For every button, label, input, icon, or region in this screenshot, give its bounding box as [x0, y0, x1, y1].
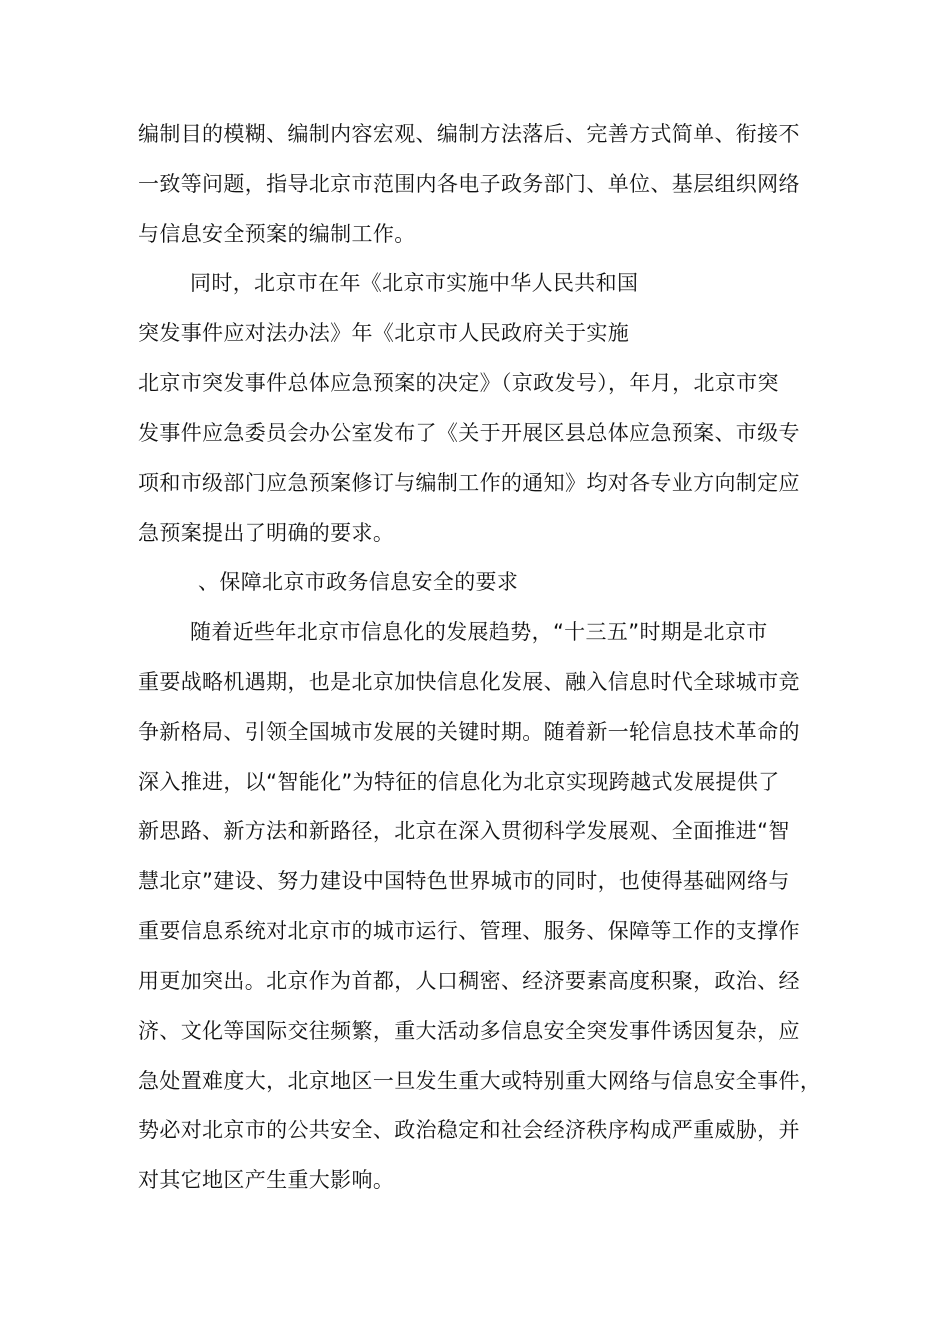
- paragraph-3-line-11: 势必对北京市的公共安全、政治稳定和社会经济秩序构成严重威胁，并: [138, 1118, 800, 1142]
- paragraph-3-line-5: 新思路、新方法和新路径，北京在深入贯彻科学发展观、全面推进“智: [138, 819, 790, 843]
- paragraph-3-line-7: 重要信息系统对北京市的城市运行、管理、服务、保障等工作的支撑作: [138, 919, 800, 943]
- paragraph-3-line-3: 争新格局、引领全国城市发展的关键时期。随着新一轮信息技术革命的: [138, 720, 800, 744]
- paragraph-3-line-6: 慧北京”建设、努力建设中国特色世界城市的同时，也使得基础网络与: [138, 869, 790, 893]
- paragraph-2-line-3: 北京市突发事件总体应急预案的决定》（京政发号），年月，北京市突: [138, 371, 779, 395]
- section-heading: 、保障北京市政务信息安全的要求: [198, 570, 519, 594]
- paragraph-3-line-8: 用更加突出。北京作为首都，人口稠密、经济要素高度积聚，政治、经: [138, 969, 800, 993]
- paragraph-2-line-5: 项和市级部门应急预案修订与编制工作的通知》均对各专业方向制定应: [138, 471, 800, 495]
- paragraph-2-line-4: 发事件应急委员会办公室发布了《关于开展区县总体应急预案、市级专: [138, 421, 800, 445]
- paragraph-3-line-1: 随着近些年北京市信息化的发展趋势，“十三五”时期是北京市: [190, 620, 768, 644]
- paragraph-2-line-6: 急预案提出了明确的要求。: [138, 521, 395, 545]
- paragraph-3-line-2: 重要战略机遇期，也是北京加快信息化发展、融入信息时代全球城市竞: [138, 670, 800, 694]
- paragraph-3-line-4: 深入推进，以“智能化”为特征的信息化为北京实现跨越式发展提供了: [138, 770, 780, 794]
- paragraph-3-line-12: 对其它地区产生重大影响。: [138, 1168, 395, 1192]
- paragraph-2-line-2: 突发事件应对法办法》年《北京市人民政府关于实施: [138, 321, 630, 345]
- paragraph-3-line-9: 济、文化等国际交往频繁，重大活动多信息安全突发事件诱因复杂，应: [138, 1019, 800, 1043]
- paragraph-1-line-2: 一致等问题，指导北京市范围内各电子政务部门、单位、基层组织网络: [138, 172, 800, 196]
- paragraph-1-line-3: 与信息安全预案的编制工作。: [138, 222, 416, 246]
- paragraph-2-line-1: 同时，北京市在年《北京市实施中华人民共和国: [190, 271, 639, 295]
- paragraph-3-line-10: 急处置难度大，北京地区一旦发生重大或特别重大网络与信息安全事件，: [138, 1069, 822, 1093]
- paragraph-1-line-1: 编制目的模糊、编制内容宏观、编制方法落后、完善方式简单、衔接不: [138, 122, 800, 146]
